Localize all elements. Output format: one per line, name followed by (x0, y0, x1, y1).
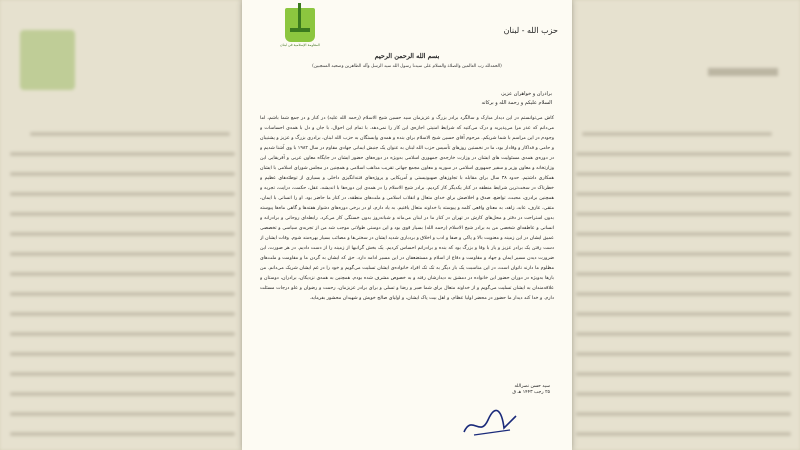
background-text-line (576, 192, 791, 196)
handwritten-signature (460, 408, 520, 440)
logo-caption: المقاومة الإسلامية في لبنان (280, 43, 320, 47)
background-text-line (576, 292, 791, 296)
background-text-line (10, 292, 235, 296)
background-text-line (10, 392, 235, 396)
salutation (262, 90, 552, 107)
background-text-line (576, 152, 791, 156)
signatory-name: سید حسن نصرالله (514, 384, 550, 389)
salutation-line: السلام علیکم و رحمة الله و برکاته (481, 99, 552, 106)
background-text-line (10, 312, 235, 316)
background-text-line (10, 252, 235, 256)
background-text-line (30, 132, 230, 136)
basmala: بسم الله الرحمن الرحيم (374, 52, 440, 60)
background-text-line (582, 132, 772, 136)
salutation-line: برادران و خواهران عزیز، (500, 91, 552, 97)
background-text-line (10, 352, 235, 356)
background-right-blur (572, 0, 800, 450)
signature-date: ۲۵ رجب ۱۴۴۳ هـ ق (512, 390, 550, 396)
background-text-line (576, 232, 791, 236)
letter-page (242, 0, 572, 450)
background-text-line (10, 412, 235, 416)
background-text-line (576, 212, 791, 216)
background-text-line (576, 252, 791, 256)
background-text-line (576, 352, 791, 356)
background-text-line (10, 212, 235, 216)
background-text-line (576, 312, 791, 316)
background-logo-blur (20, 30, 75, 90)
background-text-line (576, 172, 791, 176)
background-text-line (10, 332, 235, 336)
background-text-line (576, 412, 791, 416)
background-left-blur (0, 0, 242, 450)
background-text-line (576, 392, 791, 396)
background-text-line (10, 272, 235, 276)
background-text-line (10, 372, 235, 376)
background-text-line (576, 432, 791, 436)
opening-praise: (الحمدلله رب العالمين والصلاة والسلام علی سیدنا رسول الله سید الرسل وآله الطاهرین وصحبه المنتجبین) (312, 64, 502, 69)
letterhead-organization: حزب الله - لبنان (503, 26, 558, 35)
background-text-line (10, 192, 235, 196)
background-text-line (576, 332, 791, 336)
signature-block (512, 384, 550, 397)
background-text-line (10, 432, 235, 436)
background-text-line (576, 272, 791, 276)
background-text-line (10, 152, 235, 156)
letter-body: کاش می‌توانستم در این دیدار مبارک و سالگرد برادر بزرگ و عزیزمان سید حسین شیخ الاسلام (رحمه الله علیه) در کنار و در جمع شما باشم، اما می‌دانم که عذر مرا می‌پذیرید و درک می‌کنید که شرایط امنیتی اجازه‌ی این کار را نمی‌دهد. با تمام این احوال، با جان و دل با همه‌ی احساسات و وجودم در این مراسم با شما شریکم. مرحوم آقای حسین شیخ الاسلام برای بنده و همه‌ی وابستگان به حزب الله لبنان، برادری بزرگ و عزیز و پشتیبان و حامی و فداکار و وفادار بود، ما در نخستین روزهای تأسیس حزب الله لبنان به عنوان یک جنبش ایمانی جهادی مقاوم در سال ۱۹۸۲ با وی آشنا شدیم و در دوره‌ی همه‌ی مسئولیت های ایشان در وزارت خارجه‌ی جمهوری اسلامی به‌ویژه در دوره‌های حضور ایشان در جایگاه معاون عربی و آفریقایی این وزارتخانه و معاون وزیر و سفیر جمهوری اسلامی در سوریه و معاون مجمع جهانی تقریب مذاهب اسلامی و همچنین در مجلس شورای اسلامی با ایشان همکاری داشتیم. حدود ۳۸ سال برای مقابله با تجاوزهای صهیونیستی و آمریکایی و پروژه‌های فتنه‌انگیزی داخلی و بسیاری از توطئه‌های عظیم و خطرناک در سخت‌ترین شرایط منطقه در کنار یکدیگر کار کردیم. برادر شیخ الاسلام را در همه‌ی این دوره‌ها با اندیشه، عقل، حکمت، درایت، تجربه و همچنین برادری، محبت، تواضع، صدق و اخلاصش برای خدای متعال و انقلاب اسلامی و ملت‌های منطقه، در کنار ما حاضر بود. او را انسانی با ایمان، متقی، عارف، عابد، زاهد، به معنای واقعی کلمه و پیوسته با خداوند متعال یافتیم. به یاد دارم، او در برخی دوره‌های دشوار هفته‌ها و گاهی ماه‌ها پیوسته بدون استراحت در دفتر و محل‌های کارش در تهران در کنار ما در لبنان می‌ماند و شبانه‌روز بدون خستگی کار می‌کرد. رابطه‌ای روحانی و برادرانه و انسانی و عاطفه‌ای شخصی من به برادر شیخ الاسلام (رحمه الله) بسیار قوی بود و این دوستی طولانی موجب شد من از تجربه‌ی سیاسی و تخصصی عمیق ایشان در این زمینه و معنویت بالا و پاکی و صفا و ادب و اخلاق و بردباری شدید ایشان در سختی‌ها و مصائب بسیار بهره‌مند شوم. وفات ایشان از دست رفتن یک برادر عزیز و یار با وفا و بزرگ بود که بنده و برادرانم احساس کردیم. یک بخش گرانبها از زمینه را از دست دادیم. در هر صورت، این ضرورت دیدن مسیر ایمان و جهاد و مقاومت و دفاع از اسلام و مستضعفان در این مسیر ادامه دارد. حق که ایشان به گردن ما و مقاومت و ملت‌های مظلوم ما دارند ناتوان است، در این مناسبت یک بار دیگر به تک تک افراد خانواده‌ی ایشان تسلیت می‌گویم و خود را در غم ایشان شریک می‌دانم. من بارها به‌ویژه در دوران حضور این خانواده در دمشق به دیدارشان رفته و به خصوص مشرف شده بودم. همچنین به همه‌ی نزدیکان، برادران، دوستان و علاقه‌مندان به ایشان تسلیت می‌گویم و از خداوند متعال برای شما صبر و رضا و تسلی و برای برادر عزیزمان، رحمت و رضوان و علو درجات مسئلت دارم. و خدا کند دیدار ما حضور در محضر اولیا عظام، و اهل بیت پاک ایشان، و اولیای صالح خویش و شهیدان محشور بفرماید. (260, 116, 554, 301)
hezbollah-logo (276, 8, 324, 48)
background-text-line (10, 232, 235, 236)
flag-emblem-icon (285, 8, 315, 42)
background-title-blur (708, 68, 778, 76)
background-text-line (10, 172, 235, 176)
background-text-line (576, 372, 791, 376)
